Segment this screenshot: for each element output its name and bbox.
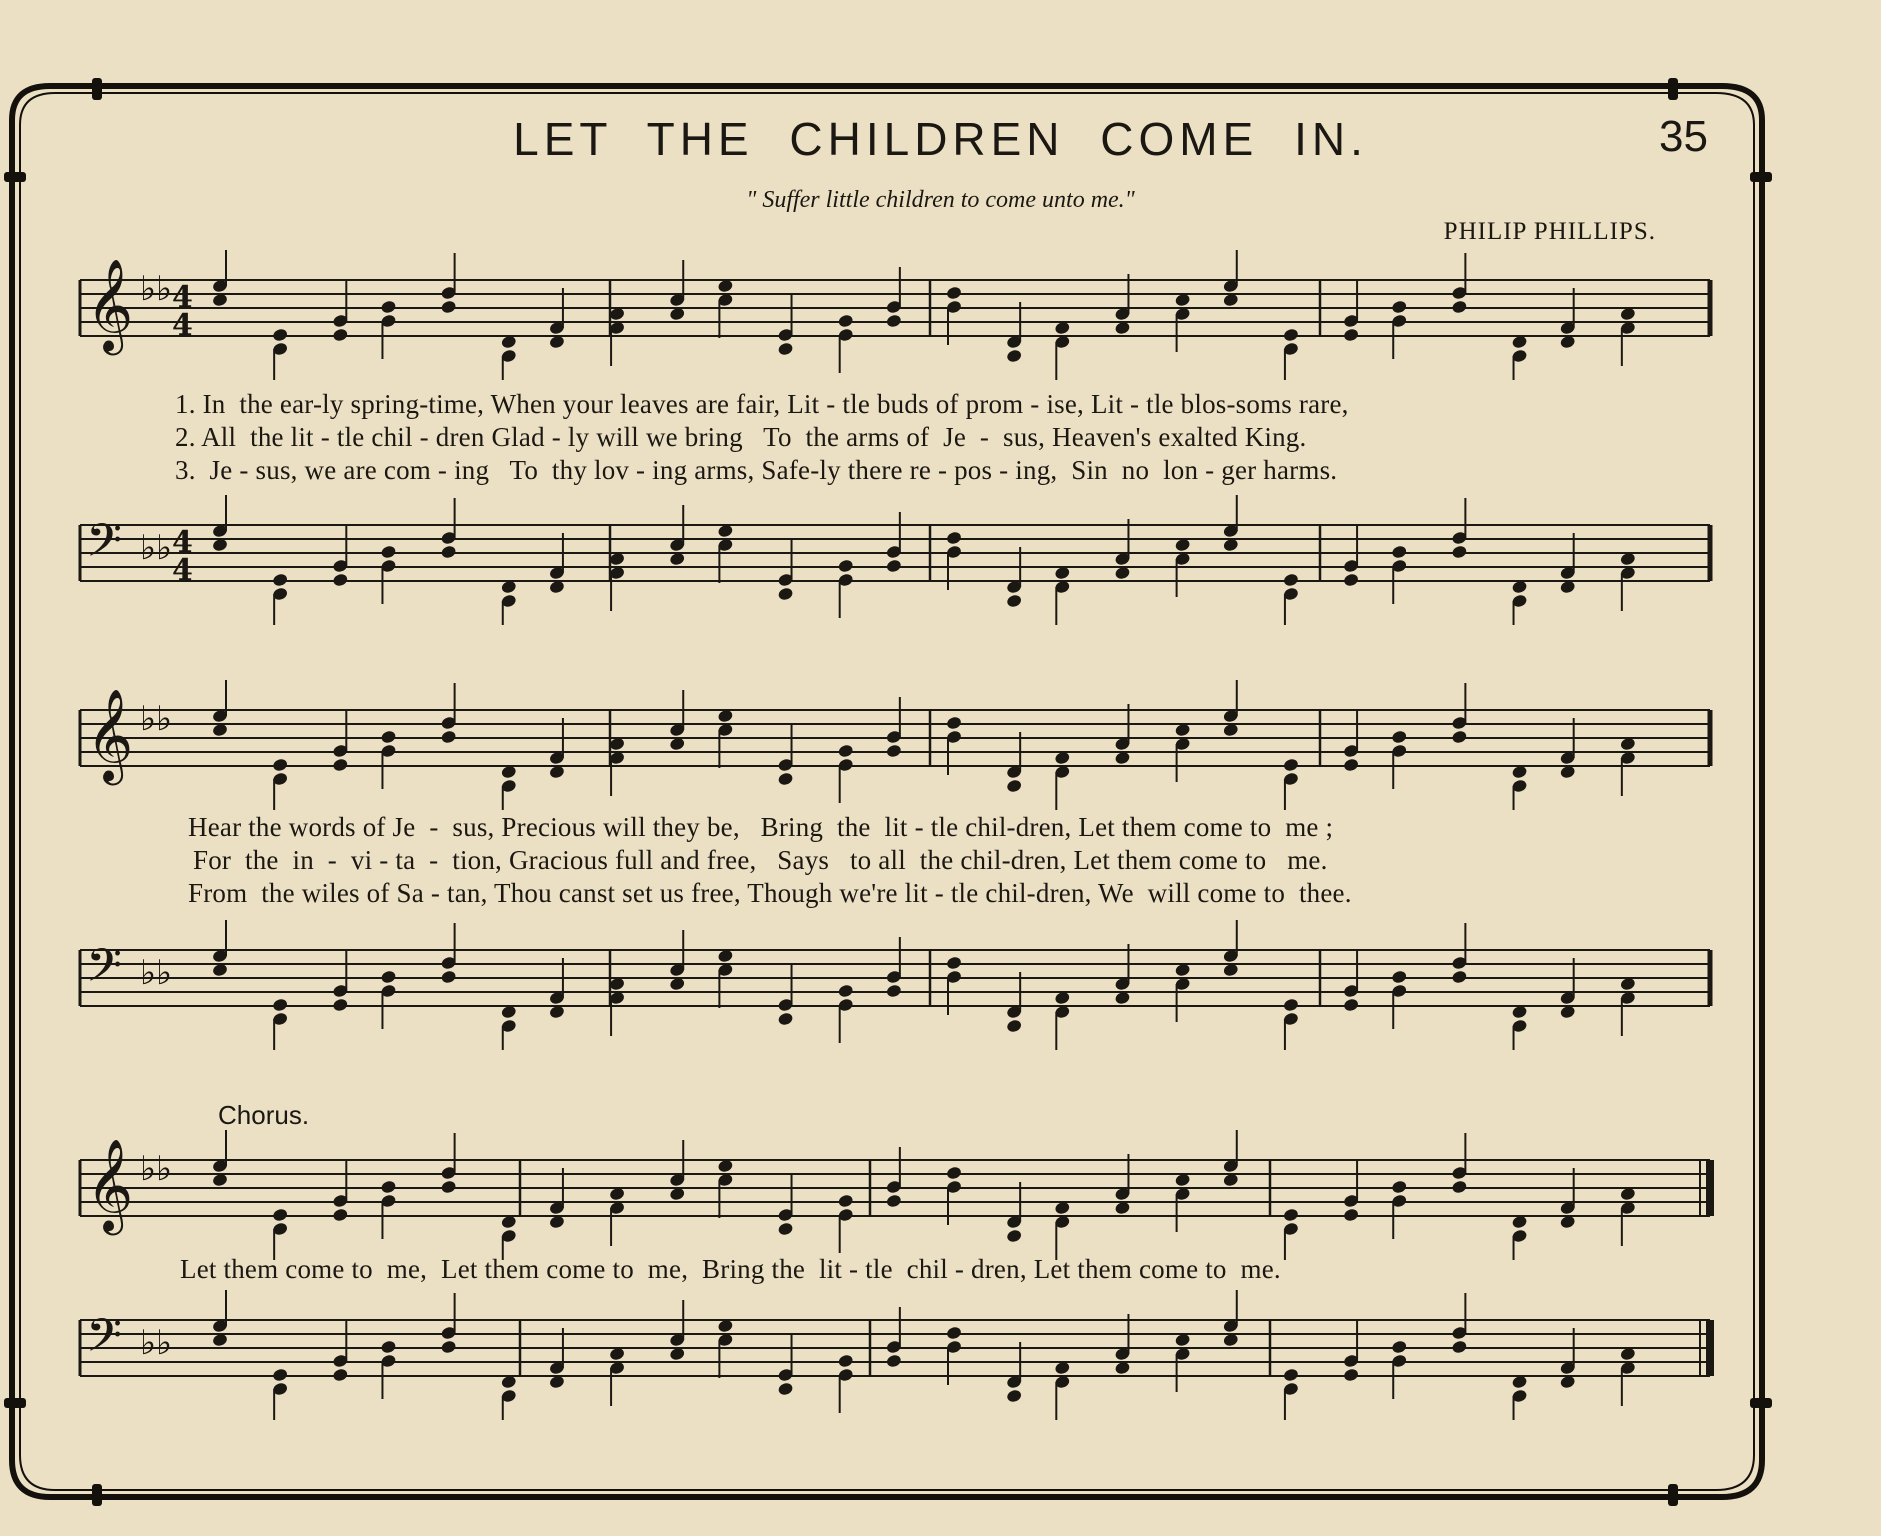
svg-text:𝄢: 𝄢 bbox=[86, 939, 123, 1004]
page-number: 35 bbox=[1659, 112, 1708, 161]
verse-line-6: From the wiles of Sa - tan, Thou canst set us free, Though we're lit - tle chil-dren, We will come to thee. bbox=[188, 878, 1352, 908]
svg-text:♭♭: ♭♭ bbox=[140, 528, 173, 568]
svg-text:4: 4 bbox=[172, 553, 193, 588]
bass-staff-system-1 bbox=[70, 495, 1720, 625]
treble-staff-system-2 bbox=[70, 680, 1720, 810]
svg-text:♭♭: ♭♭ bbox=[140, 269, 173, 309]
bass-staff-system-2 bbox=[70, 920, 1720, 1050]
svg-text:4: 4 bbox=[172, 280, 193, 315]
verse-line-1: 1. In the ear-ly spring-time, When your leaves are fair, Lit - tle buds of prom - ise, Lit - tle blos-soms rare, bbox=[175, 389, 1349, 419]
verse-line-2: 2. All the lit - tle chil - dren Glad - ly will we bring To the arms of Je - sus, Heaven's exalted King. bbox=[175, 422, 1307, 452]
svg-text:𝄢: 𝄢 bbox=[86, 514, 123, 579]
svg-text:𝄢: 𝄢 bbox=[86, 1309, 123, 1374]
verse-line-5: For the in - vi - ta - tion, Gracious full and free, Says to all the chil-dren, Let them come to me. bbox=[193, 845, 1328, 875]
svg-text:𝄞: 𝄞 bbox=[86, 258, 134, 351]
svg-text:𝄞: 𝄞 bbox=[86, 688, 134, 781]
bass-staff-chorus bbox=[70, 1290, 1720, 1420]
chorus-lyrics: Let them come to me, Let them come to me, Bring the lit - tle chil - dren, Let them come to me. bbox=[180, 1254, 1281, 1284]
svg-text:♭♭: ♭♭ bbox=[140, 1323, 173, 1363]
svg-text:♭♭: ♭♭ bbox=[140, 1149, 173, 1189]
composer-credit: PHILIP PHILLIPS. bbox=[1443, 218, 1656, 245]
svg-text:4: 4 bbox=[172, 525, 193, 560]
verse-line-3: 3. Je - sus, we are com - ing To thy lov - ing arms, Safe-ly there re - pos - ing, Sin no lon - ger harms. bbox=[175, 455, 1338, 485]
svg-text:♭♭: ♭♭ bbox=[140, 699, 173, 739]
treble-staff-chorus bbox=[70, 1130, 1720, 1260]
hymn-title: LET THE CHILDREN COME IN. bbox=[513, 113, 1368, 165]
svg-text:4: 4 bbox=[172, 308, 193, 343]
epigraph: " Suffer little children to come unto me." bbox=[746, 187, 1135, 213]
svg-text:♭♭: ♭♭ bbox=[140, 953, 173, 993]
chorus-label: Chorus. bbox=[218, 1100, 310, 1130]
treble-staff-system-1 bbox=[70, 250, 1720, 380]
verse-line-4: Hear the words of Je - sus, Precious will they be, Bring the lit - tle chil-dren, Let them come to me ; bbox=[188, 812, 1334, 842]
svg-text:𝄞: 𝄞 bbox=[86, 1138, 134, 1231]
